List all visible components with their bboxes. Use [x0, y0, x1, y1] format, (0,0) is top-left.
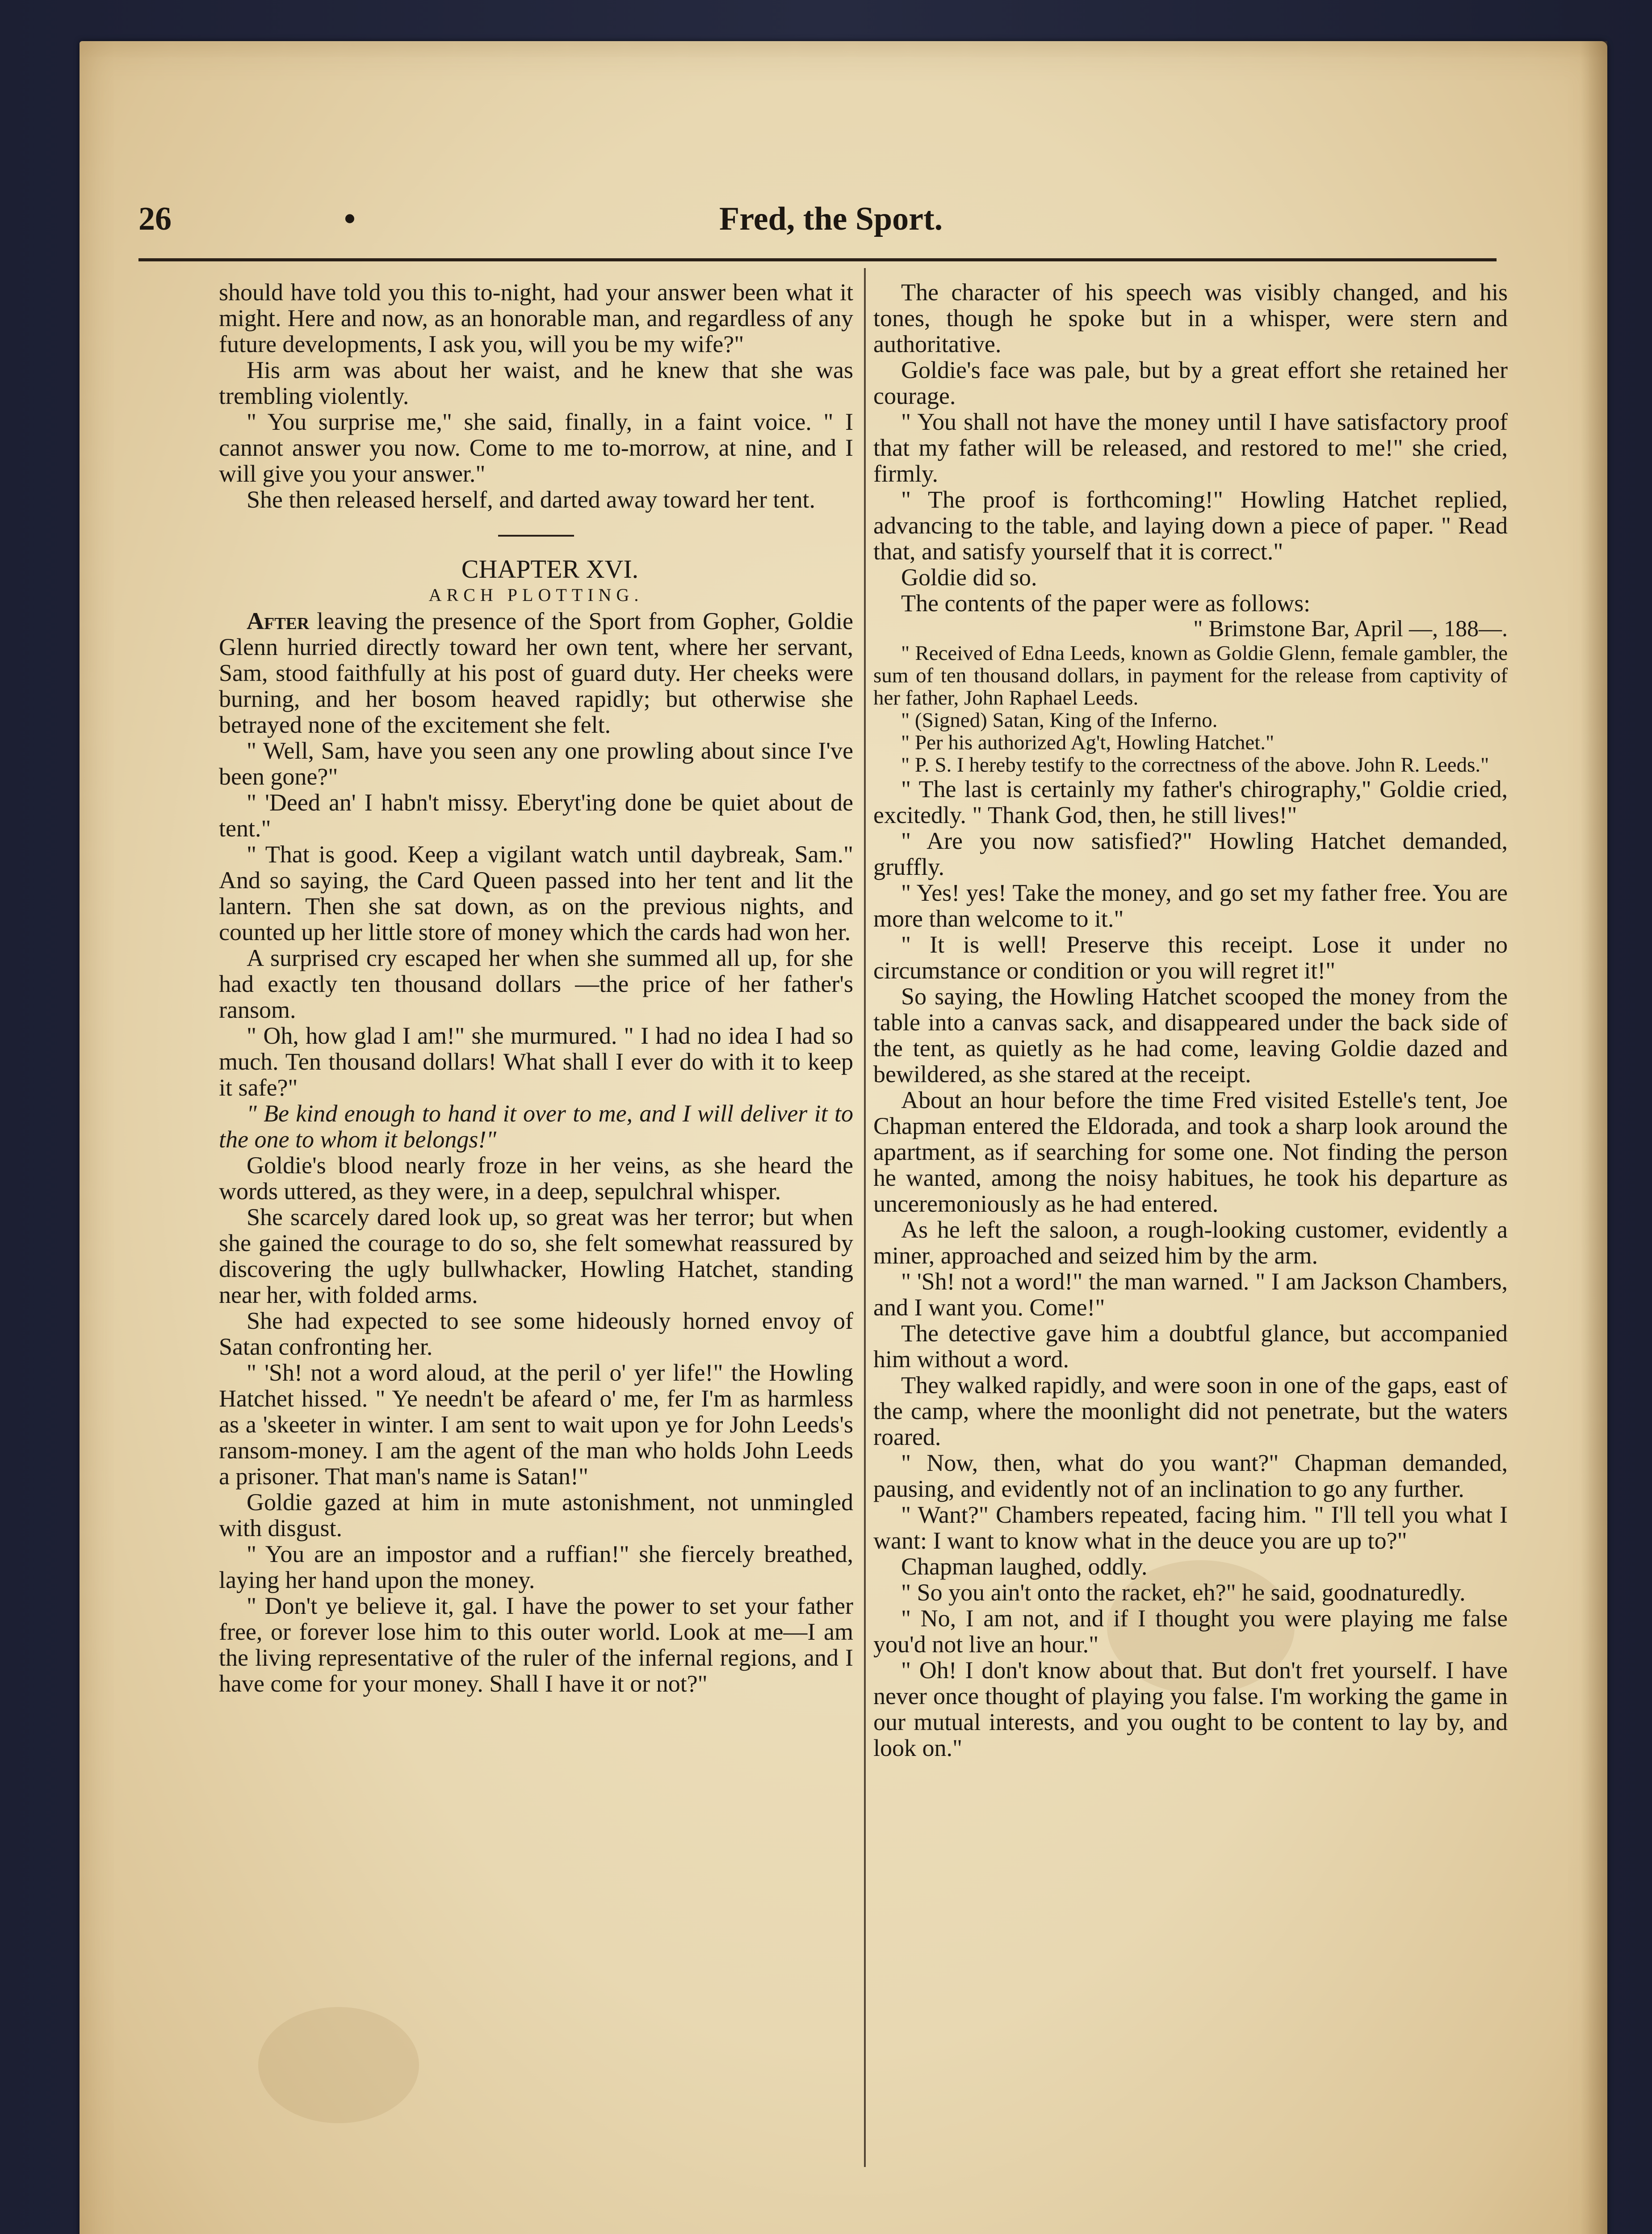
- paragraph: Goldie did so.: [901, 564, 1037, 591]
- chapter-subtitle: ARCH PLOTTING.: [428, 585, 644, 605]
- receipt-heading: " Brimstone Bar, April —, 188—.: [1193, 616, 1508, 642]
- page-edge-shadow: [1581, 41, 1607, 2234]
- paragraph: " Now, then, what do you want?" Chapman demanded, pausing, and evidently not of an inclination to go any further.: [873, 1449, 1508, 1502]
- paragraph: should have told you this to-night, had your answer been what it might. Here and now, as an honorable man, and regardless of any future developments, I ask you, will you be my wife?": [219, 279, 853, 357]
- paragraph: " That is good. Keep a vigilant watch until daybreak, Sam." And so saying, the Card Queen passed into her tent and lit the lantern. Then she sat down, as on the previous nights, and counted up her little store of money which the cards had won her.: [219, 841, 853, 945]
- paragraph-text: leaving the presence of the Sport from Gopher, Goldie Glenn hurried directly toward her own tent, where her servant, Sam, stood faithfully at his post of guard duty. Her cheeks were burning, and her bosom heaved rapidly; but otherwise she betrayed none of the excitement she felt.: [219, 608, 853, 738]
- paragraph: Goldie gazed at him in mute astonishment, not unmingled with disgust.: [219, 1489, 853, 1541]
- paragraph: " You are an impostor and a ruffian!" she fiercely breathed, laying her hand upon the money.: [219, 1541, 853, 1593]
- left-column: [219, 279, 853, 1696]
- paragraph: His arm was about her waist, and he knew that she was trembling violently.: [219, 357, 853, 409]
- paragraph: " Be kind enough to hand it over to me, and I will deliver it to the one to whom it belongs!": [219, 1100, 853, 1153]
- receipt-postscript: " P. S. I hereby testify to the correctness of the above. John R. Leeds.": [901, 753, 1489, 777]
- paragraph: About an hour before the time Fred visited Estelle's tent, Joe Chapman entered the Eldorada, and took a sharp look around the apartment, as if searching for some one. Not finding the person he wanted, among the noisy habitues, he took his departure as unceremoniously as he had entered.: [873, 1087, 1508, 1217]
- paragraph: " 'Sh! not a word aloud, at the peril o' yer life!" the Howling Hatchet hissed. " Ye needn't be afeard o' me, fer I'm as harmless as a 'skeeter in winter. I am sent to wait upon ye for John Leeds's ransom-money. I am the agent of the man who holds John Leeds a prisoner. That man's name is Satan!": [219, 1359, 853, 1490]
- header-bullet: •: [344, 201, 356, 237]
- paragraph: They walked rapidly, and were soon in one of the gaps, east of the camp, where the moonlight did not penetrate, but the waters roared.: [873, 1372, 1508, 1450]
- paragraph: " Yes! yes! Take the money, and go set my father free. You are more than welcome to it.": [873, 879, 1508, 932]
- paragraph: " It is well! Preserve this receipt. Lose it under no circumstance or condition or you will regret it!": [873, 931, 1508, 984]
- paragraph: " 'Deed an' I habn't missy. Eberyt'ing done be quiet about de tent.": [219, 789, 853, 842]
- paragraph: The detective gave him a doubtful glance, but accompanied him without a word.: [873, 1320, 1508, 1373]
- page-number: 26: [138, 201, 172, 237]
- receipt-agent-line: " Per his authorized Ag't, Howling Hatchet.": [901, 731, 1275, 754]
- paragraph: " Don't ye believe it, gal. I have the power to set your father free, or forever lose him to this outer world. Look at me—I am the living representative of the ruler of the infernal regions, and I have come for your money. Shall I have it or not?": [219, 1592, 853, 1697]
- paragraph: " You surprise me," she said, finally, in a faint voice. " I cannot answer you now. Come to me to-morrow, at nine, and I will give you your answer.": [219, 408, 853, 487]
- paragraph: " So you ain't onto the racket, eh?" he said, goodnaturedly.: [901, 1579, 1466, 1606]
- section-divider: [498, 535, 574, 537]
- lead-word: After: [247, 608, 310, 634]
- right-column: [873, 279, 1508, 1761]
- paragraph: " The proof is forthcoming!" Howling Hatchet replied, advancing to the table, and laying down a piece of paper. " Read that, and satisfy yourself that it is correct.": [873, 486, 1508, 565]
- paragraph: " 'Sh! not a word!" the man warned. " I am Jackson Chambers, and I want you. Come!": [873, 1268, 1508, 1321]
- paragraph: [219, 608, 853, 738]
- paragraph: " You shall not have the money until I have satisfactory proof that my father will be released, and restored to me!" she cried, firmly.: [873, 408, 1508, 487]
- paragraph: Goldie's blood nearly froze in her veins, as she heard the words uttered, as they were, in a deep, sepulchral whisper.: [219, 1152, 853, 1205]
- paper-stain: [258, 2007, 419, 2123]
- paragraph: So saying, the Howling Hatchet scooped the money from the table into a canvas sack, and disappeared under the back side of the tent, as quietly as he had come, leaving Goldie dazed and bewildered, as she stared at the receipt.: [873, 983, 1508, 1088]
- paragraph: She had expected to see some hideously horned envoy of Satan confronting her.: [219, 1307, 853, 1360]
- paragraph: The character of his speech was visibly changed, and his tones, though he spoke but in a whisper, were stern and authoritative.: [873, 279, 1508, 357]
- paragraph: The contents of the paper were as follows:: [901, 590, 1311, 617]
- column-divider: [864, 268, 866, 2167]
- paragraph: As he left the saloon, a rough-looking customer, evidently a miner, approached and seized him by the arm.: [873, 1216, 1508, 1269]
- paragraph: She scarcely dared look up, so great was her terror; but when she gained the courage to do so, she felt somewhat reassured by discovering the ugly bullwhacker, Howling Hatchet, standing near her, with folded arms.: [219, 1204, 853, 1308]
- paragraph: " Well, Sam, have you seen any one prowling about since I've been gone?": [219, 737, 853, 790]
- paragraph: " Oh, how glad I am!" she murmured. " I had no idea I had so much. Ten thousand dollars! What shall I ever do with it to keep it safe?": [219, 1022, 853, 1101]
- paragraph: " Oh! I don't know about that. But don't fret yourself. I have never once thought of playing you false. I'm working the game in our mutual interests, and you ought to be content to lay by, and look on.": [873, 1657, 1508, 1761]
- receipt-signature: " (Signed) Satan, King of the Inferno.: [901, 709, 1218, 732]
- paragraph: " No, I am not, and if I thought you were playing me false you'd not live an hour.": [873, 1605, 1508, 1658]
- page-header: [138, 200, 1497, 245]
- header-rule: [138, 258, 1497, 261]
- paragraph: " Are you now satisfied?" Howling Hatchet demanded, gruffly.: [873, 827, 1508, 880]
- receipt-body: " Received of Edna Leeds, known as Goldie Glenn, female gambler, the sum of ten thousand dollars, in payment for the release from captivity of her father, John Raphael Leeds.: [873, 642, 1508, 710]
- paragraph: " Want?" Chambers repeated, facing him. " I'll tell you what I want: I want to know what in the deuce you are up to?": [873, 1501, 1508, 1554]
- paragraph: Goldie's face was pale, but by a great effort she retained her courage.: [873, 357, 1508, 409]
- chapter-title: CHAPTER XVI.: [461, 554, 639, 584]
- paragraph: She then released herself, and darted away toward her tent.: [247, 486, 815, 513]
- running-head-title: Fred, the Sport.: [719, 201, 943, 237]
- paragraph: " The last is certainly my father's chirography," Goldie cried, excitedly. " Thank God, then, he still lives!": [873, 776, 1508, 828]
- paragraph: A surprised cry escaped her when she summed all up, for she had exactly ten thousand dollars —the price of her father's ransom.: [219, 945, 853, 1023]
- paragraph: Chapman laughed, oddly.: [901, 1553, 1148, 1580]
